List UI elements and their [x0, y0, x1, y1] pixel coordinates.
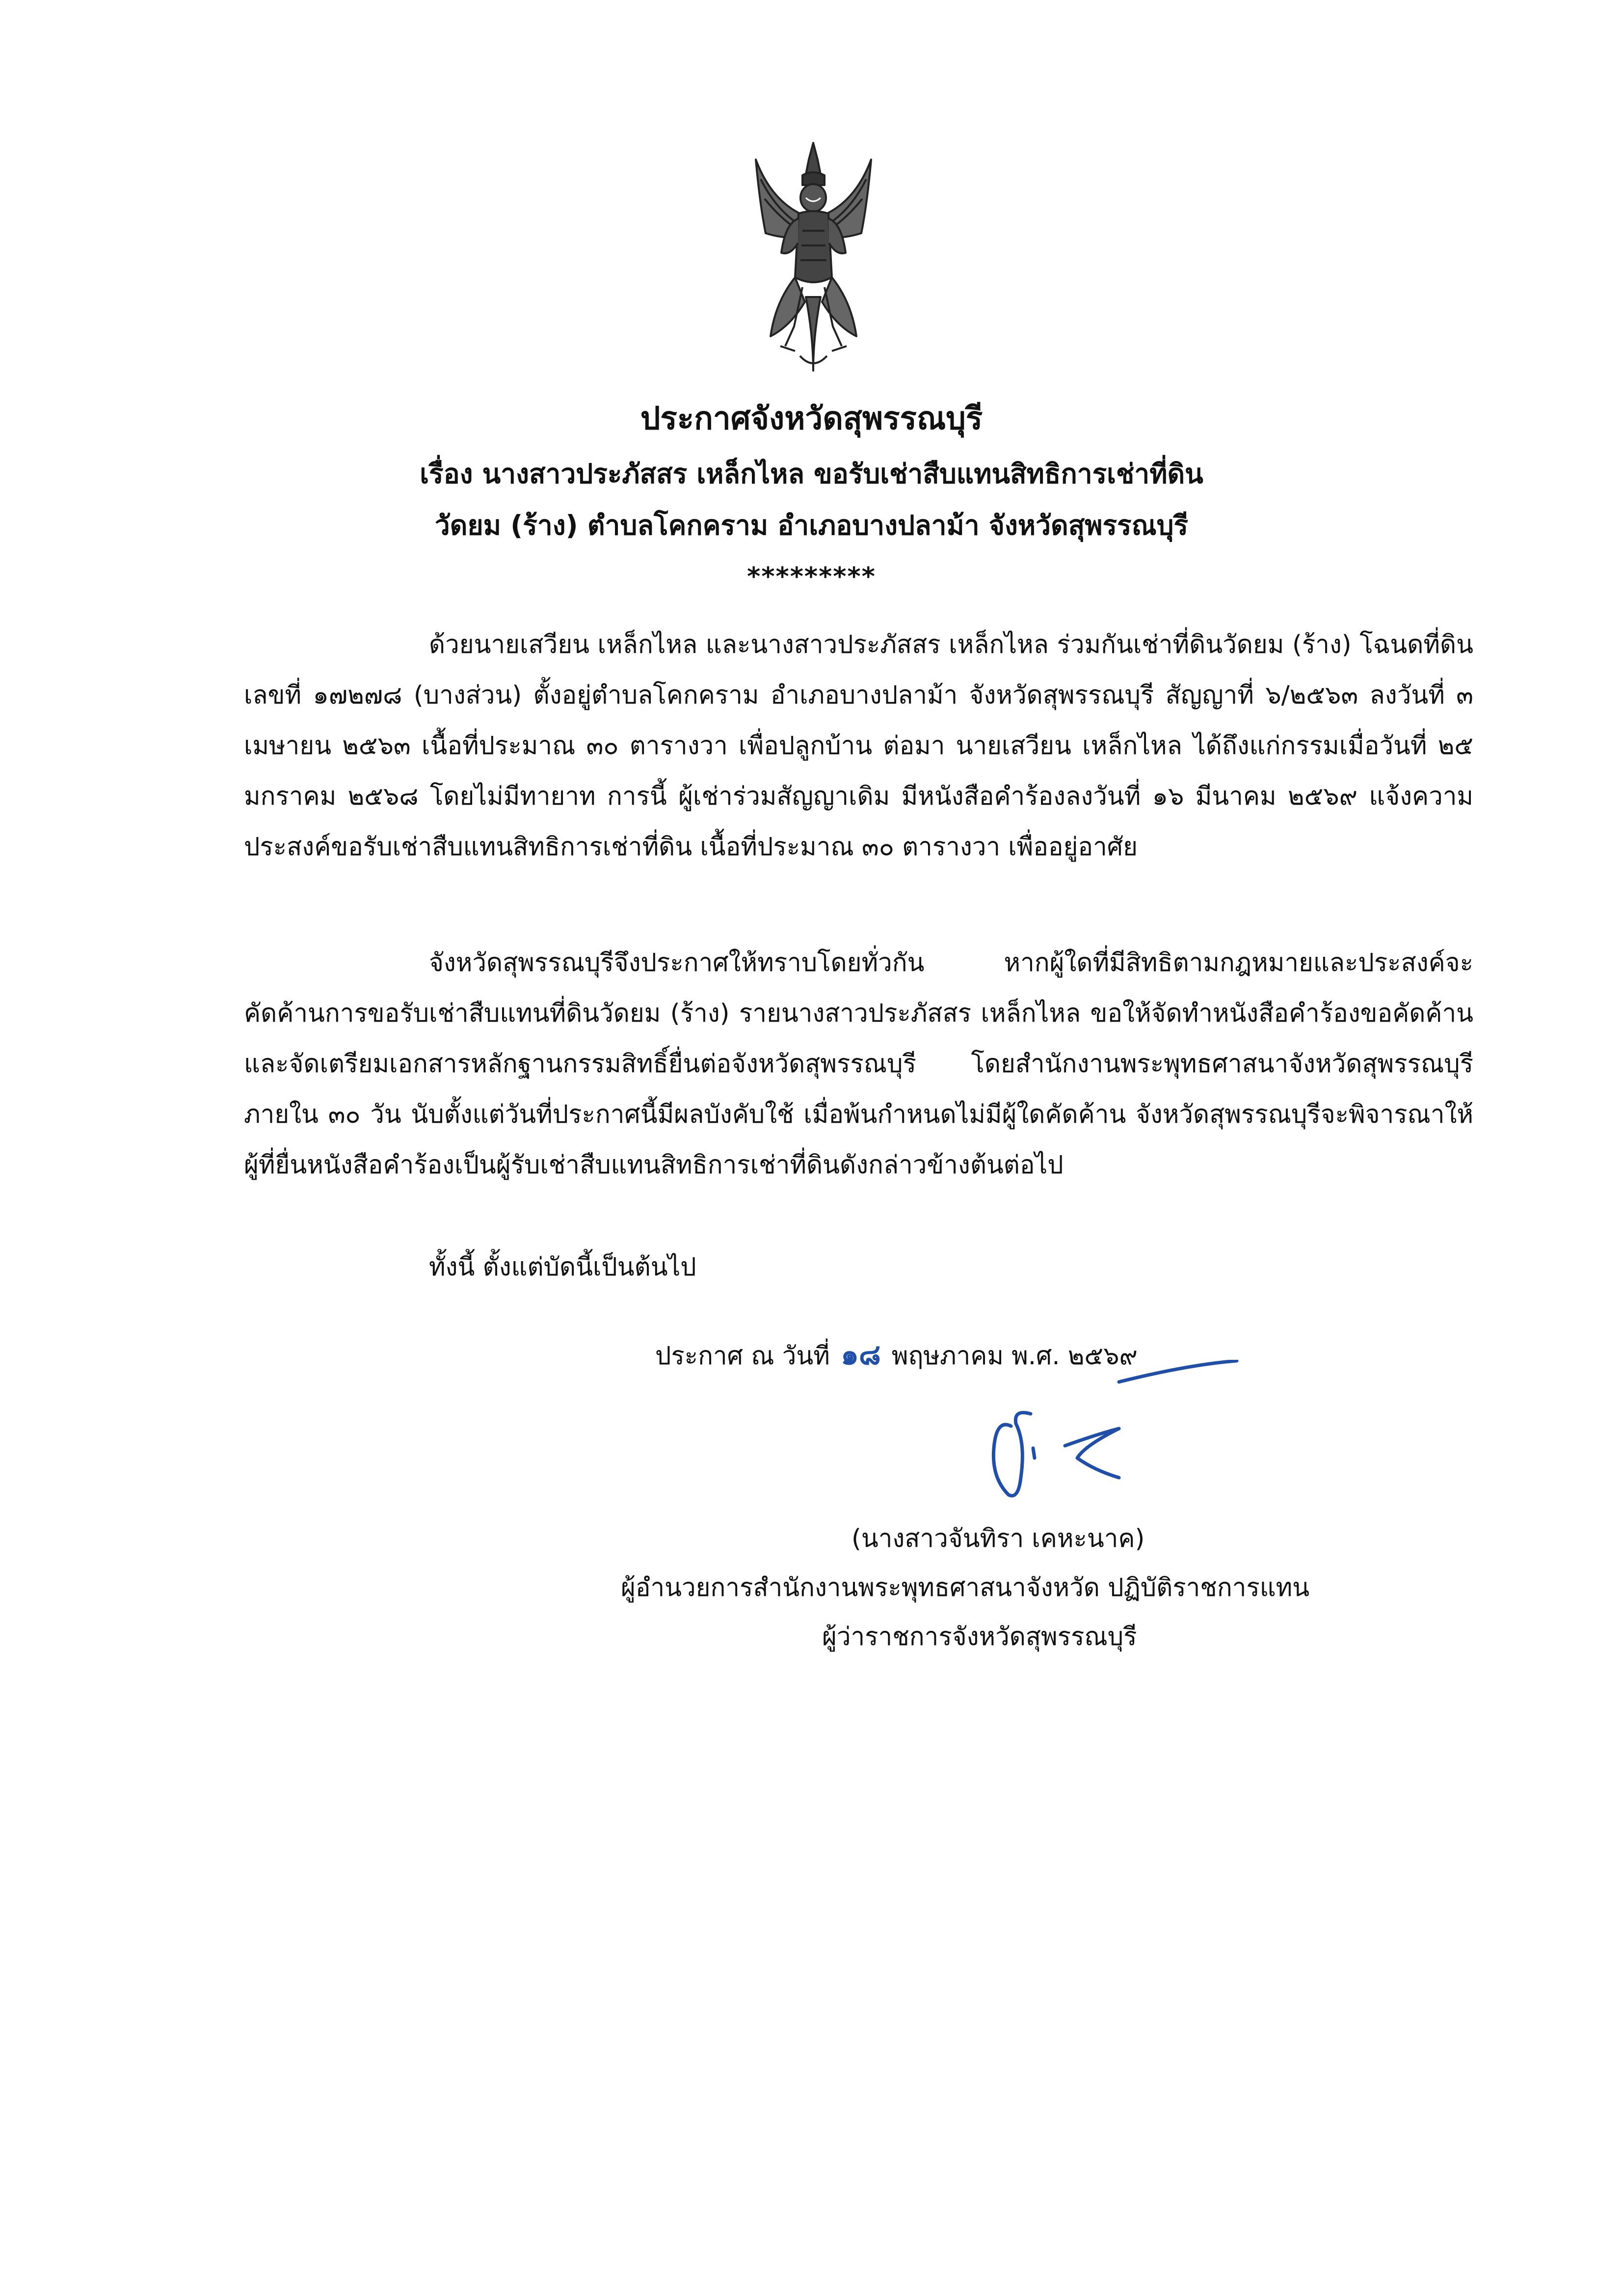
signer-name: (นางสาวจันทิรา เคหะนาค): [851, 1524, 1145, 1553]
subject-line-1: เรื่อง นางสาวประภัสสร เหล็กไหล ขอรับเช่าสืบแทนสิทธิการเช่าที่ดิน: [420, 458, 1203, 489]
date-day: ๑๘: [841, 1338, 881, 1371]
subject-line-2: วัดยม (ร้าง) ตำบลโคกคราม อำเภอบางปลาม้า จังหวัดสุพรรณบุรี: [434, 510, 1189, 541]
date-prefix: ประกาศ ณ วันที่: [655, 1342, 830, 1371]
signer-position-2: ผู้ว่าราชการจังหวัดสุพรรณบุรี: [822, 1622, 1137, 1651]
page-title: ประกาศจังหวัดสุพรรณบุรี: [640, 401, 983, 437]
separator: *********: [747, 562, 876, 592]
paragraph-2: จังหวัดสุพรรณบุรีจึงประกาศให้ทราบโดยทั่วกัน หากผู้ใดที่มีสิทธิตามกฎหมายและประสงค์จะคัดค้านการขอรับเช่าสืบแทนที่ดินวัดยม (ร้าง) รายนางสาวประภัสสร เหล็กไหล ขอให้จัดทำหนังสือคำร้องขอคัดค้านและจัดเตรียมเอกสารหลักฐานกรรมสิทธิ์ยื่นต่อจังหวัดสุพรรณบุรี โดยสำนักงานพระพุทธศาสนาจังหวัดสุพรรณบุรี ภายใน ๓๐ วัน นับตั้งแต่วันที่ประกาศนี้มีผลบังคับใช้ เมื่อพ้นกำหนดไม่มีผู้ใดคัดค้าน จังหวัดสุพรรณบุรีจะพิจารณาให้ผู้ที่ยื่นหนังสือคำร้องเป็นผู้รับเช่าสืบแทนสิทธิการเช่าที่ดินดังกล่าวข้างต้นต่อไป: [244, 948, 1473, 1180]
handwritten-signature: [972, 1360, 1247, 1522]
garuda-emblem-icon: [751, 140, 876, 376]
signer-position-1: ผู้อำนวยการสำนักงานพระพุทธศาสนาจังหวัด ปฏิบัติราชการแทน: [621, 1573, 1310, 1602]
paragraph-3: ทั้งนี้ ตั้งแต่บัดนี้เป็นต้นไป: [429, 1253, 696, 1282]
paragraph-1: ด้วยนายเสวียน เหล็กไหล และนางสาวประภัสสร เหล็กไหล ร่วมกันเช่าที่ดินวัดยม (ร้าง) โฉนดที่ดินเลขที่ ๑๗๒๗๘ (บางส่วน) ตั้งอยู่ตำบลโคกคราม อำเภอบางปลาม้า จังหวัดสุพรรณบุรี สัญญาที่ ๖/๒๕๖๓ ลงวันที่ ๓ เมษายน ๒๕๖๓ เนื้อที่ประมาณ ๓๐ ตารางวา เพื่อปลูกบ้าน ต่อมา นายเสวียน เหล็กไหล ได้ถึงแก่กรรมเมื่อวันที่ ๒๕ มกราคม ๒๕๖๘ โดยไม่มีทายาท การนี้ ผู้เช่าร่วมสัญญาเดิม มีหนังสือคำร้องลงวันที่ ๑๖ มีนาคม ๒๕๖๙ แจ้งความประสงค์ขอรับเช่าสืบแทนสิทธิการเช่าที่ดิน เนื้อที่ประมาณ ๓๐ ตารางวา เพื่ออยู่อาศัย: [244, 630, 1473, 862]
date-month-year: พฤษภาคม พ.ศ. ๒๕๖๙: [891, 1342, 1138, 1371]
